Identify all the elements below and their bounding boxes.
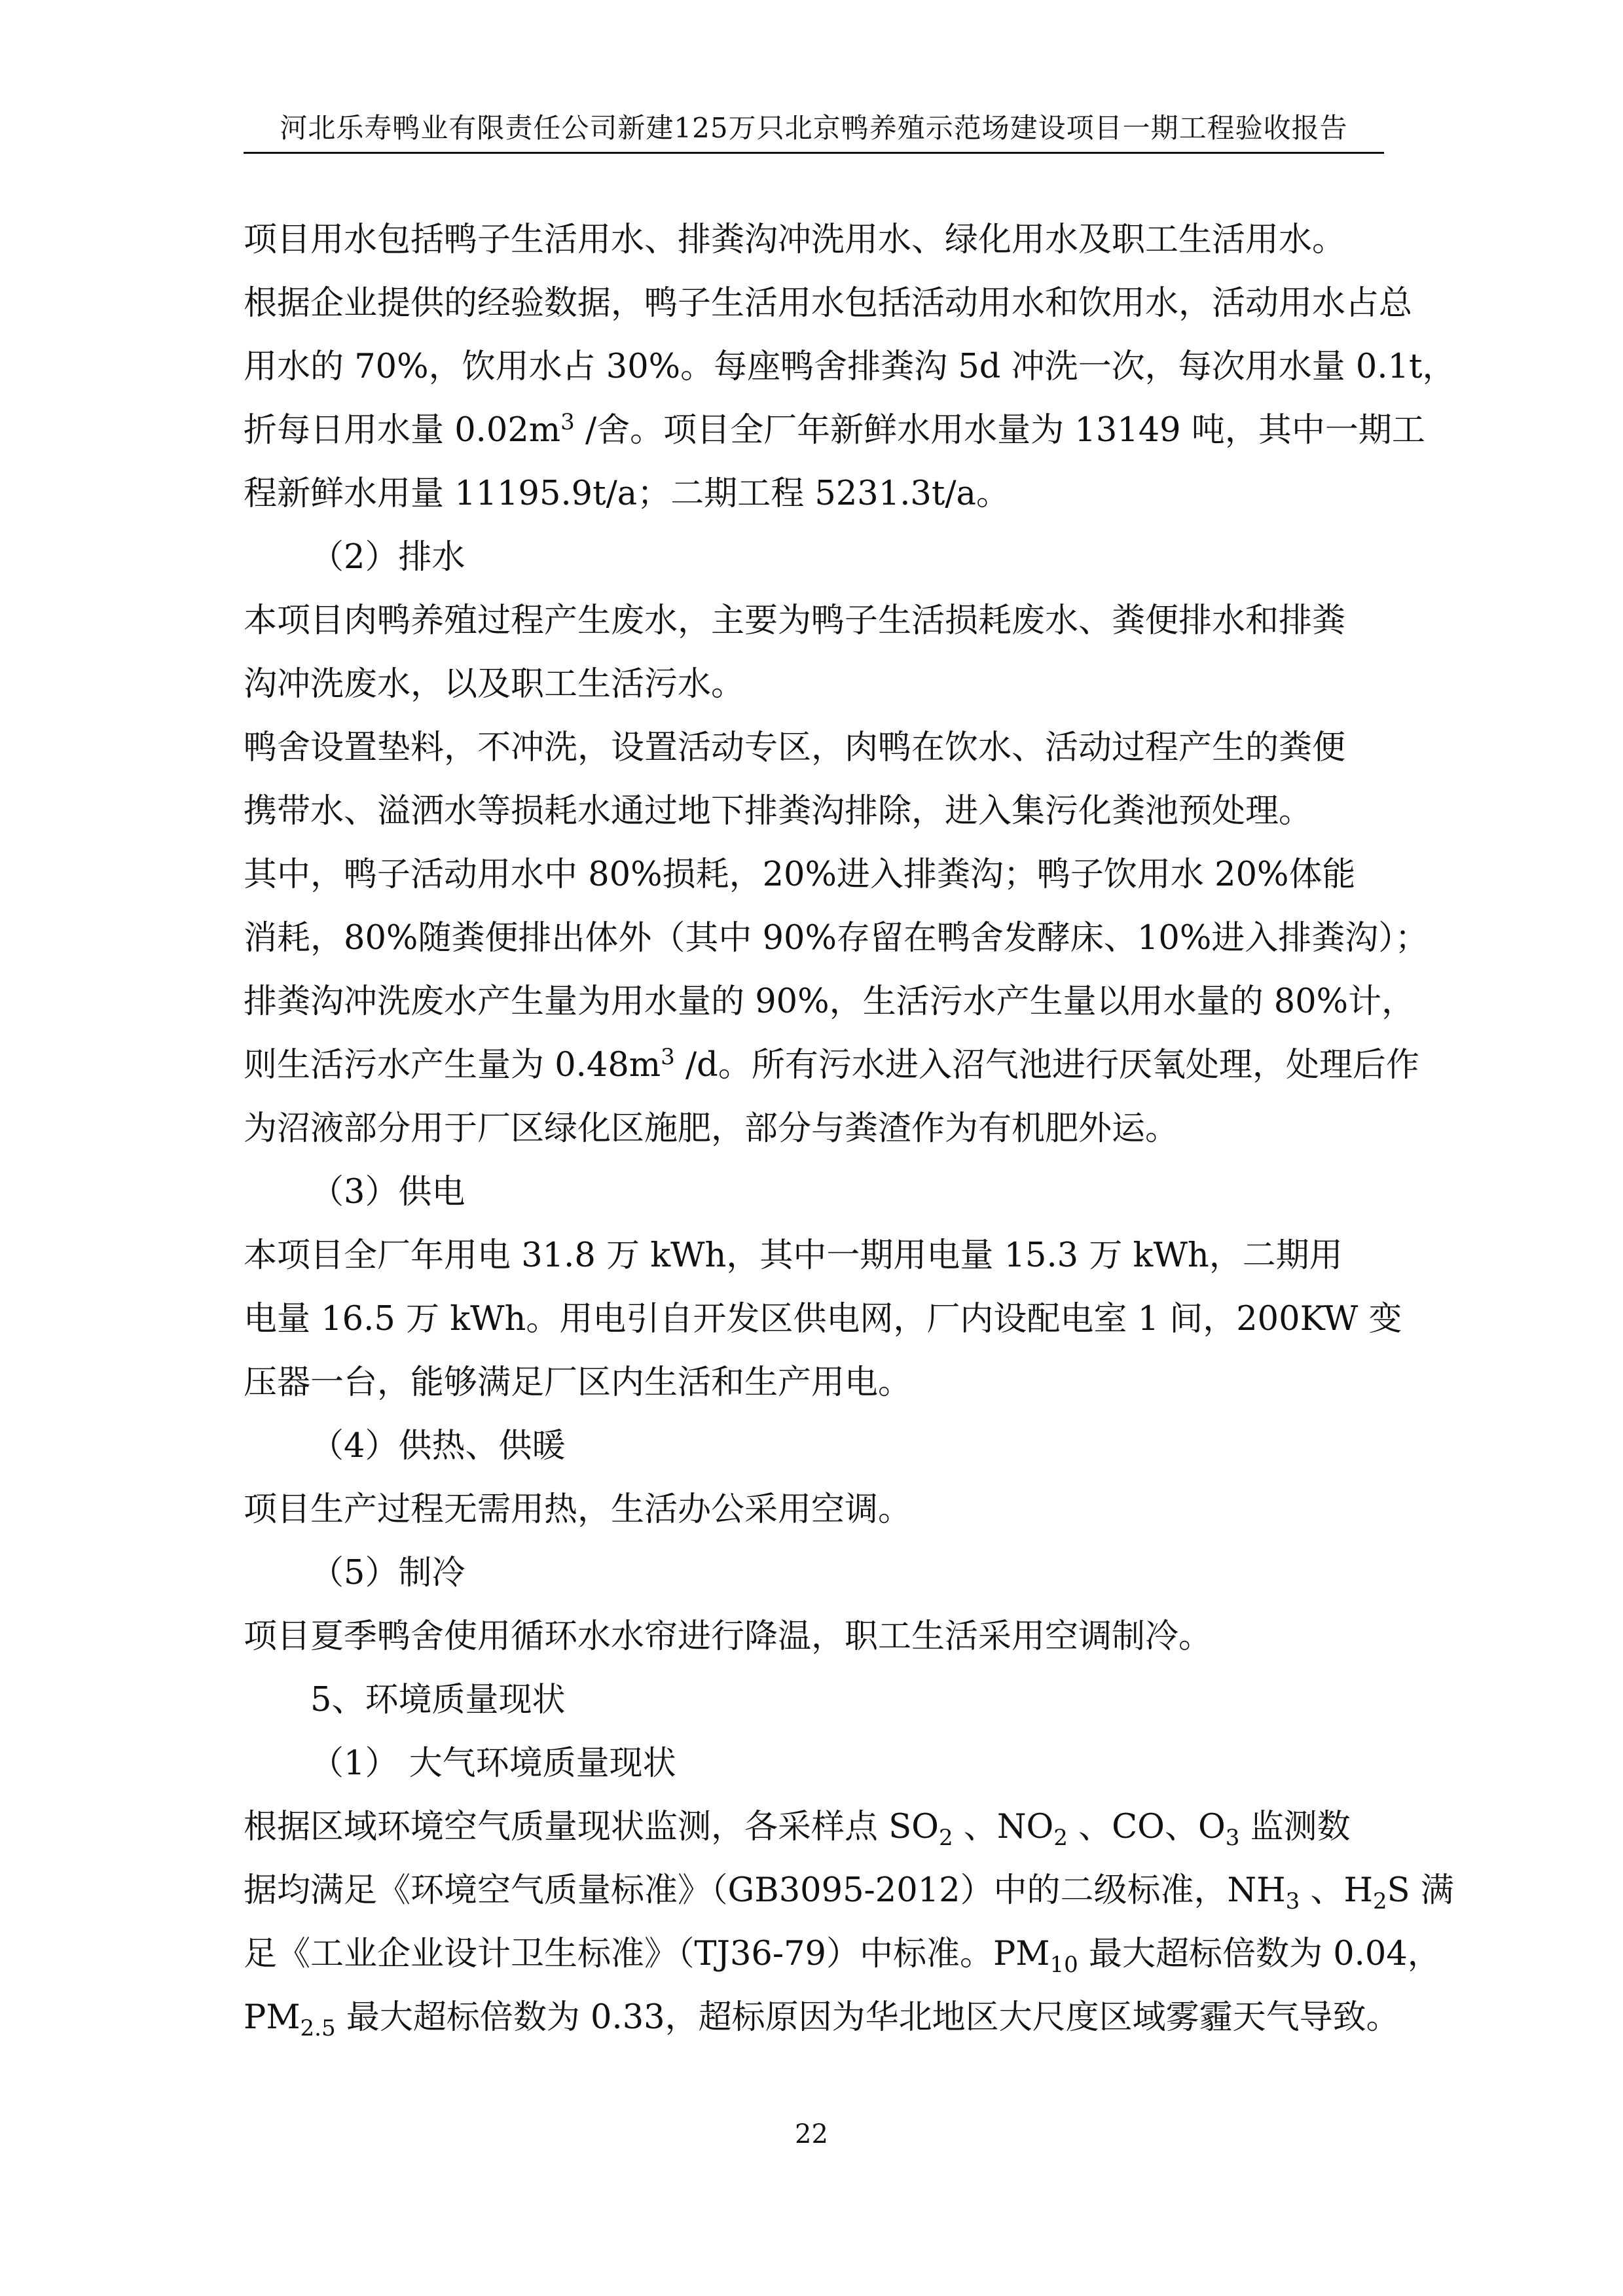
section-heading-cooling: （5）制冷: [310, 1554, 465, 1592]
subscript: 3: [1225, 1825, 1240, 1852]
text-line: 排粪沟冲洗废水产生量为用水量的 90%，生活污水产生量以用水量的 80%计，: [244, 982, 1415, 1021]
text-run: 则生活污水产生量为 0.48m: [244, 1046, 661, 1085]
subscript: 2: [1372, 1888, 1387, 1915]
subscript: 2.5: [300, 2015, 336, 2042]
text-line: [244, 1986, 1400, 2049]
header-rule: [244, 152, 1384, 154]
text-line: [244, 1033, 1419, 1097]
text-line: 携带水、溢洒水等损耗水通过地下排粪沟排除，进入集污化粪池预处理。: [244, 792, 1313, 831]
text-run: 、H: [1300, 1871, 1373, 1910]
text-run: 最大超标倍数为 0.04，: [1078, 1935, 1441, 1973]
subscript: 10: [1049, 1952, 1078, 1979]
power-paragraph: [244, 1224, 1402, 1414]
running-header: 河北乐寿鸭业有限责任公司新建125万只北京鸭养殖示范场建设项目一期工程验收报告: [280, 112, 1348, 144]
text-line: 压器一台，能够满足厂区内生活和生产用电。: [244, 1363, 912, 1402]
section-heading-power: （3）供电: [310, 1173, 465, 1211]
text-line: 其中，鸭子活动用水中 80%损耗，20%进入排粪沟；鸭子饮用水 20%体能: [244, 855, 1356, 894]
text-line: 项目用水包括鸭子生活用水、排粪沟冲洗用水、绿化用水及职工生活用水。: [244, 221, 1346, 259]
heating-paragraph: 项目生产过程无需用热，生活办公采用空调。: [244, 1490, 912, 1529]
drainage-paragraph-1: [244, 589, 1384, 716]
text-line: 程新鲜水用量 11195.9t/a；二期工程 5231.3t/a。: [244, 475, 1010, 513]
text-run: 折每日用水量 0.02m: [244, 411, 561, 450]
text-line: 电量 16.5 万 kWh。用电引自开发区供电网，厂内设配电室 1 间，200KW 变: [244, 1300, 1402, 1338]
text-line: 为沼液部分用于厂区绿化区施肥，部分与粪渣作为有机肥外运。: [244, 1109, 1179, 1148]
text-line: [244, 1795, 1384, 1859]
text-run: S 满: [1387, 1871, 1454, 1910]
text-line: 本项目全厂年用电 31.8 万 kWh，其中一期用电量 15.3 万 kWh，二期用: [244, 1236, 1343, 1275]
section-heading-air-quality: （1） 大气环境质量现状: [310, 1744, 676, 1783]
text-line: 用水的 70%，饮用水占 30%。每座鸭舍排粪沟 5d 冲洗一次，每次用水量 0.1t，: [244, 348, 1456, 386]
text-line: 沟冲洗废水，以及职工生活污水。: [244, 665, 745, 704]
water-use-paragraph: [244, 208, 1456, 526]
air-quality-paragraph: [244, 1795, 1454, 2049]
document-body: [244, 208, 1456, 2049]
text-run: 足《工业企业设计卫生标准》（TJ36-79）中标准。PM: [244, 1935, 1050, 1973]
drainage-paragraph-3: [244, 843, 1429, 1160]
subscript: 2: [1053, 1825, 1068, 1852]
subscript: 3: [1285, 1888, 1300, 1915]
superscript: 3: [661, 1044, 675, 1070]
page-number: 22: [795, 2119, 828, 2149]
text-run: /舍。项目全厂年新鲜水用水量为 13149 吨，其中一期工: [574, 411, 1425, 450]
subscript: 2: [938, 1825, 953, 1852]
text-line: 本项目肉鸭养殖过程产生废水，主要为鸭子生活损耗废水、粪便排水和排粪: [244, 601, 1346, 640]
text-run: 根据区域环境空气质量现状监测，各采样点 SO: [244, 1808, 939, 1846]
text-line: 鸭舍设置垫料，不冲洗，设置活动专区，肉鸭在饮水、活动过程产生的粪便: [244, 728, 1346, 767]
text-run: PM: [244, 1998, 301, 2037]
text-line: [244, 1922, 1441, 1986]
text-run: 据均满足《环境空气质量标准》（GB3095-2012）中的二级标准，NH: [244, 1871, 1286, 1910]
superscript: 3: [560, 409, 575, 435]
drainage-paragraph-2: [244, 716, 1384, 843]
text-run: 监测数: [1239, 1808, 1351, 1846]
section-heading-environment: 5、环境质量现状: [310, 1681, 566, 1719]
text-line: 消耗，80%随粪便排出体外（其中 90%存留在鸭舍发酵床、10%进入排粪沟）；: [244, 919, 1429, 958]
text-run: 、CO、O: [1067, 1808, 1226, 1846]
text-line: 根据企业提供的经验数据，鸭子生活用水包括活动用水和饮用水，活动用水占总: [244, 284, 1413, 323]
text-run: /d。所有污水进入沼气池进行厌氧处理，处理后作: [674, 1046, 1419, 1085]
text-line: [244, 1859, 1454, 1922]
section-heading-heating: （4）供热、供暖: [310, 1427, 566, 1465]
text-line: [244, 399, 1425, 462]
text-run: 、NO: [953, 1808, 1054, 1846]
cooling-paragraph: 项目夏季鸭舍使用循环水水帘进行降温，职工生活采用空调制冷。: [244, 1617, 1213, 1656]
text-run: 最大超标倍数为 0.33，超标原因为华北地区大尺度区域雾霾天气导致。: [335, 1998, 1400, 2037]
section-heading-drainage: （2）排水: [310, 538, 465, 577]
